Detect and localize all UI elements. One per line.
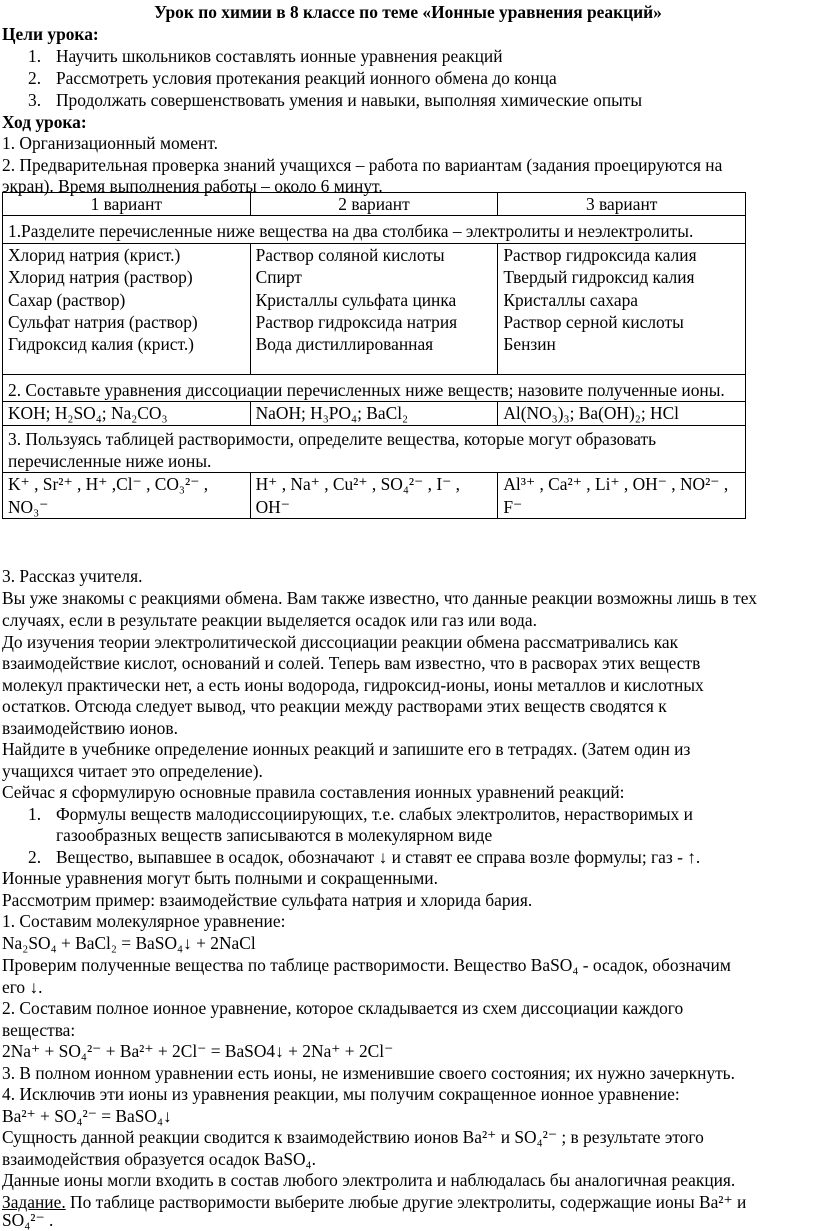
paragraph-line: взаимодействия образуется осадок BaSO₄. (2, 1149, 316, 1169)
equation: 2Na⁺ + SO₄²⁻ + Ba²⁺ + 2Cl⁻ = BaSO4↓ + 2Na⁺ + 2Cl⁻ (2, 1041, 394, 1061)
table-row (3, 402, 746, 425)
table-header: 3 вариант (498, 193, 746, 216)
rule-num: 1. (28, 804, 42, 824)
rule-item: Формулы веществ малодиссоциирующих, т.е. слабых электролитов, нерастворимых и (56, 804, 693, 824)
list-item: Раствор гидроксида калия (503, 244, 697, 265)
paragraph-line: остатков. Отсюда следует вывод, что реакции между растворами этих веществ сводятся к (2, 696, 667, 716)
table-cell (250, 243, 498, 374)
goal-item: Научить школьников составлять ионные уравнения реакций (56, 46, 503, 66)
course-step: экран). Время выполнения работы – около 6 минут. (2, 176, 383, 196)
table-row (3, 243, 746, 374)
paragraph-line: его ↓. (2, 977, 43, 997)
table-cell (3, 243, 251, 374)
list-item: Хлорид натрия (крист.) (8, 244, 181, 265)
table-row (3, 216, 746, 243)
paragraph-line: молекул практически нет, а есть ионы водорода, гидроксид-ионы, ионы металлов и кислотных (2, 675, 704, 695)
rule-item: Вещество, выпавшее в осадок, обозначают ↓ и ставят ее справа возле формулы; газ - ↑. (56, 847, 701, 867)
list-item: Раствор соляной кислоты (255, 244, 445, 265)
rule-item: газообразных веществ записываются в молекулярном виде (56, 825, 493, 845)
list-item: Спирт (255, 267, 302, 288)
list-item: Кристаллы сахара (503, 289, 639, 310)
paragraph-line: 4. Исключив эти ионы из уравнения реакции, мы получим сокращенное ионное уравнение: (2, 1084, 680, 1104)
paragraph-line: Рассмотрим пример: взаимодействие сульфата натрия и хлорида бария. (2, 890, 533, 910)
paragraph-line: вещества: (2, 1020, 76, 1040)
goal-item: Рассмотреть условия протекания реакций ионного обмена до конца (56, 68, 557, 88)
equation: Ba²⁺ + SO₄²⁻ = BaSO₄↓ (2, 1106, 172, 1126)
section-heading: 3. Рассказ учителя. (2, 566, 143, 586)
page-title: Урок по химии в 8 классе по теме «Ионные уравнения реакций» (154, 2, 662, 22)
table-cell: Al³⁺ , Ca²⁺ , Li⁺ , OH⁻ , NO²⁻ , F⁻ (498, 473, 746, 519)
list-item: Бензин (503, 334, 556, 355)
list-item: Твердый гидроксид калия (503, 267, 695, 288)
paragraph-line: До изучения теории электролитической диссоциации реакции обмена рассматривались как (2, 632, 679, 652)
task-text: По таблице растворимости выберите любые другие электролиты, содержащие ионы Ba²⁺ и (65, 1192, 747, 1212)
table-row (3, 374, 746, 401)
paragraph-line: Вы уже знакомы с реакциями обмена. Вам также известно, что данные реакции возможны лишь в тех (2, 588, 757, 608)
task-label: Задание. (2, 1192, 66, 1212)
course-heading: Ход урока: (2, 112, 87, 132)
course-step: 1. Организационный момент. (2, 133, 218, 153)
paragraph-line: Проверим полученные вещества по таблице растворимости. Вещество BaSO₄ - осадок, обозначим (2, 955, 731, 975)
list-item: Кристаллы сульфата цинка (255, 289, 457, 310)
paragraph-line: Сущность данной реакции сводится к взаимодействию ионов Ba²⁺ и SO₄²⁻ ; в результате этого (2, 1127, 704, 1147)
paragraph-line: Данные ионы могли входить в состав любого электролита и наблюдалась бы аналогичная реакция. (2, 1170, 736, 1190)
goals-heading: Цели урока: (2, 24, 99, 44)
goal-num: 2. (28, 68, 42, 88)
paragraph-line: учащихся читает это определение). (2, 761, 263, 781)
table-cell: H⁺ , Na⁺ , Cu²⁺ , SO₄²⁻ , I⁻ , OH⁻ (250, 473, 498, 519)
list-item: Раствор гидроксида натрия (255, 312, 458, 333)
paragraph-line: взаимодействию ионов. (2, 718, 178, 738)
list-item: Хлорид натрия (раствор) (8, 267, 193, 288)
paragraph-line: Ионные уравнения могут быть полными и сокращенными. (2, 868, 438, 888)
table-header: 2 вариант (250, 193, 498, 216)
rule-num: 2. (28, 847, 42, 867)
paragraph-line: 3. В полном ионном уравнении есть ионы, не изменившие своего состояния; их нужно зачеркнуть. (2, 1063, 735, 1083)
table-cell: Al(NO₃)₃; Ba(OH)₂; HCl (498, 402, 746, 425)
paragraph-line: Сейчас я сформулирую основные правила составления ионных уравнений реакций: (2, 782, 625, 802)
paragraph-line: SO₄²⁻ . (2, 1210, 54, 1230)
task-cell: 1.Разделите перечисленные ниже вещества на два столбика – электролиты и неэлектролиты. (3, 216, 746, 243)
goal-item: Продолжать совершенствовать умения и навыки, выполняя химические опыты (56, 90, 643, 110)
table-header: 1 вариант (3, 193, 251, 216)
paragraph-line: Найдите в учебнике определение ионных реакций и запишите его в тетрадях. (Затем один из (2, 739, 691, 759)
goal-num: 3. (28, 90, 42, 110)
task-cell: 3. Пользуясь таблицей растворимости, определите вещества, которые могут образовать перечисленные ниже ионы. (3, 425, 746, 473)
goal-num: 1. (28, 46, 42, 66)
list-item: Вода дистиллированная (255, 334, 434, 355)
paragraph-line: взаимодействие кислот, оснований и солей. Теперь вам известно, что в расворах этих веществ (2, 653, 701, 673)
task-cell: 2. Составьте уравнения диссоциации перечисленных ниже веществ; назовите полученные ионы. (3, 374, 746, 401)
equation: Na₂SO₄ + BaCl₂ = BaSO₄↓ + 2NaCl (2, 933, 256, 953)
table-row (3, 425, 746, 473)
paragraph-line: случаях, если в результате реакции выделяется осадок или газ или вода. (2, 610, 537, 630)
table-cell: K⁺ , Sr²⁺ , H⁺ ,Cl⁻ , CO₃²⁻ , NO₃⁻ (3, 473, 251, 519)
list-item: Гидроксид калия (крист.) (8, 334, 194, 355)
paragraph-line: 1. Составим молекулярное уравнение: (2, 911, 286, 931)
course-step: 2. Предварительная проверка знаний учащихся – работа по вариантам (задания проецируются на (2, 155, 723, 175)
variants-table (2, 192, 746, 519)
table-row (3, 193, 746, 216)
table-cell (498, 243, 746, 374)
paragraph-line: 2. Составим полное ионное уравнение, которое складывается из схем диссоциации каждого (2, 998, 684, 1018)
task-paragraph (2, 1191, 746, 1213)
table-cell: KOH; H₂SO₄; Na₂CO₃ (3, 402, 251, 425)
table-cell: NaOH; H₃PO₄; BaCl₂ (250, 402, 498, 425)
list-item: Сульфат натрия (раствор) (8, 312, 198, 333)
list-item: Раствор серной кислоты (503, 312, 684, 333)
table-row (3, 473, 746, 519)
list-item: Сахар (раствор) (8, 289, 126, 310)
